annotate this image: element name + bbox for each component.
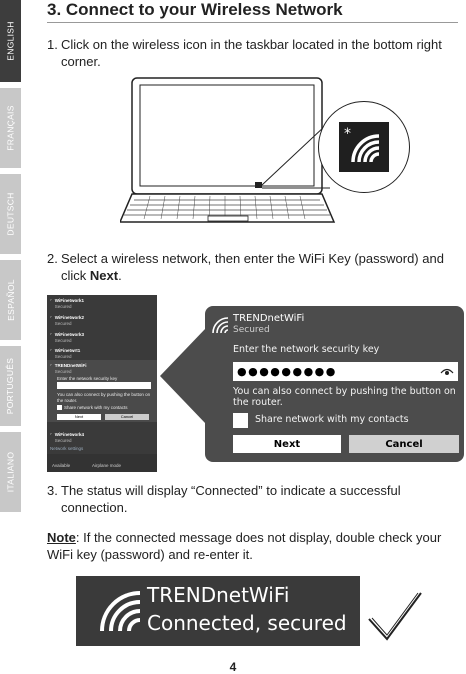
step-number: 2. [47, 251, 58, 266]
wifi-icon: ◜ [50, 332, 52, 337]
network-status: Secured [54, 303, 72, 309]
wifi-icon: ◜ [50, 315, 52, 320]
checkmark-icon [367, 591, 423, 643]
wifi-icon: ◜ [50, 363, 52, 368]
mini-cancel-button[interactable]: Cancel [105, 414, 149, 420]
cancel-button[interactable]: Cancel [349, 435, 459, 453]
share-checkbox[interactable] [233, 413, 248, 428]
note-text: : If the connected message does not display, double check your WiFi key (password) and re-enter it. [47, 530, 442, 562]
lang-tab-label: DEUTSCH [5, 192, 16, 236]
step-text-part: Select a wireless network, then enter the WiFi Key (password) and click [61, 251, 444, 283]
step-text-bold: Next [89, 268, 119, 283]
network-status: Secured [54, 320, 72, 326]
step-text [47, 250, 457, 284]
network-status: Secured [233, 325, 270, 335]
password-value: ●●●●●●●●● [237, 365, 337, 378]
lang-tab-francais[interactable] [0, 88, 21, 168]
share-checkbox[interactable] [57, 405, 62, 410]
step-3 [47, 482, 457, 516]
security-key-prompt: Enter the network security key [233, 344, 380, 355]
wifi-icon: ◜ [50, 298, 52, 303]
share-checkbox-row[interactable] [57, 405, 128, 411]
network-item[interactable] [50, 332, 84, 343]
security-key-prompt: Enter the network security key [57, 376, 118, 381]
lang-tab-english[interactable] [0, 0, 21, 82]
network-name: WiFinetwork2 [54, 315, 84, 320]
network-name: WiFinetwork4 [54, 432, 84, 437]
push-button-hint: You can also connect by pushing the button on the router. [233, 386, 456, 408]
section-title: 3. Connect to your Wireless Network [47, 0, 343, 19]
network-item-selected[interactable] [50, 363, 86, 374]
password-input[interactable] [233, 362, 458, 381]
note [47, 529, 459, 563]
title-divider [47, 22, 458, 23]
selected-network-expanded [47, 360, 157, 422]
next-button[interactable]: Next [233, 435, 341, 453]
zoom-callout-arrow [160, 328, 210, 428]
security-key-dialog [205, 306, 464, 462]
network-item[interactable] [50, 348, 80, 359]
lang-tab-label: PORTUGUÊS [5, 357, 16, 415]
note-label: Note [47, 530, 76, 545]
zoom-callout-circle [318, 101, 410, 193]
share-label: Share network with my contacts [255, 414, 409, 425]
step-text-part: . [118, 268, 122, 283]
network-status: Secured [54, 437, 72, 443]
lang-tab-label: ITALIANO [5, 451, 16, 493]
network-status: Secured [54, 337, 72, 343]
lang-tab-deutsch[interactable] [0, 174, 21, 254]
network-item[interactable] [50, 432, 84, 443]
network-status: Secured [54, 368, 72, 374]
connected-ssid: TRENDnetWiFi [147, 583, 290, 607]
share-label: Share network with my contacts [64, 405, 128, 410]
step-text: The status will display “Connected” to indicate a successful connection. [61, 483, 401, 515]
step-number: 1. [47, 37, 58, 52]
wifi-icon [98, 589, 142, 633]
svg-text:*: * [344, 126, 351, 142]
connected-status: Connected, secured [147, 611, 347, 635]
step-text: Click on the wireless icon in the taskbar located in the bottom right corner. [61, 37, 442, 69]
step-1 [47, 36, 457, 70]
network-item[interactable] [50, 315, 84, 326]
airplane-mode-toggle[interactable]: Airplane mode [92, 463, 122, 468]
network-item[interactable] [50, 298, 84, 309]
network-status: Secured [54, 353, 72, 359]
network-name: WiFinetwork1 [54, 298, 84, 303]
lang-tab-label: ESPAÑOL [5, 279, 16, 321]
quick-actions-bar [47, 454, 157, 472]
available-toggle[interactable]: Available [52, 463, 71, 468]
lang-tab-label: ENGLISH [5, 21, 16, 61]
wifi-icon [341, 124, 387, 170]
eye-icon[interactable] [440, 366, 454, 376]
connected-status-tile [76, 576, 360, 646]
network-name: WiFinetwork3 [54, 332, 84, 337]
lang-tab-label: FRANÇAIS [5, 105, 16, 151]
network-settings-link[interactable]: Network settings [50, 446, 84, 451]
lang-tab-portugues[interactable] [0, 346, 21, 426]
step-number: 3. [47, 483, 58, 498]
mini-next-button[interactable]: Next [57, 414, 101, 420]
page-number: 4 [229, 660, 237, 674]
step-2 [47, 250, 457, 284]
mini-password-input[interactable] [57, 382, 151, 389]
lang-tab-italiano[interactable] [0, 432, 21, 512]
wifi-icon [211, 316, 229, 334]
taskbar-wifi-icon [339, 122, 389, 172]
wifi-icon: ◜ [50, 432, 52, 437]
network-name: TRENDnetWiFi [54, 363, 87, 368]
network-ssid: TRENDnetWiFi [233, 313, 305, 324]
network-name: WiFinetwrt1 [54, 348, 81, 353]
push-button-hint: You can also connect by pushing the button on the router. [57, 392, 151, 403]
lang-tab-espanol[interactable] [0, 260, 21, 340]
network-list-panel [47, 295, 157, 472]
wifi-icon: ◜ [50, 348, 52, 353]
